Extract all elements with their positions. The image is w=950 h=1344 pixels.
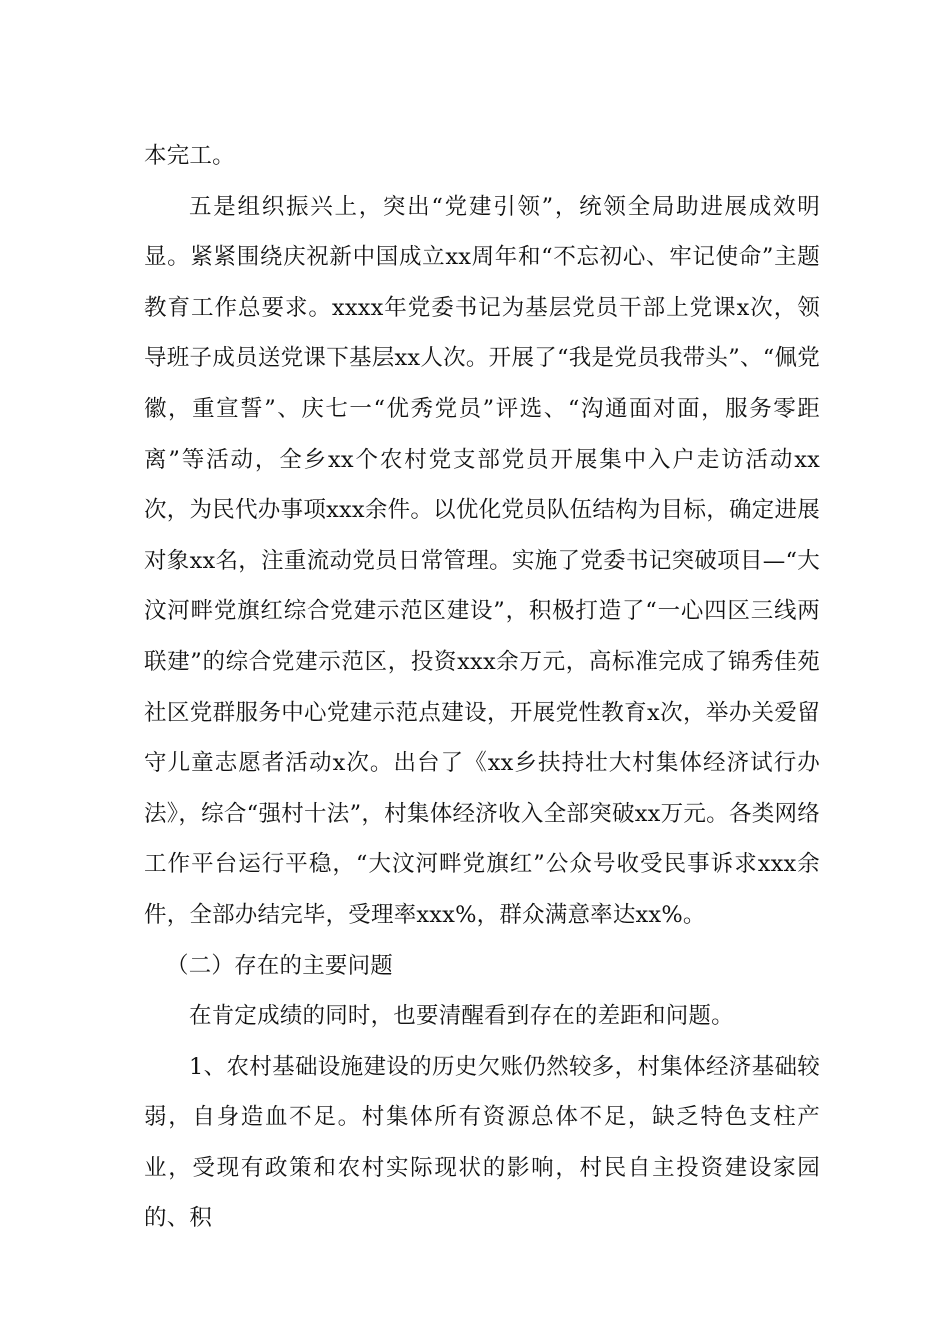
paragraph-problems-intro: 在肯定成绩的同时，也要清醒看到存在的差距和问题。 [189, 1003, 734, 1030]
section-heading-main-problems: （二）存在的主要问题 [166, 952, 394, 979]
document-body [144, 131, 820, 1244]
paragraph-problem-1: 1、农村基础设施建设的历史欠账仍然较多，村集体经济基础较弱，自身造血不足。村集体所有资源总体不足，缺乏特色支柱产业，受现有政策和农村实际现状的影响，村民自主投资建设家园的、积 [144, 1053, 820, 1232]
paragraph-continuation: 本完工。 [144, 143, 235, 169]
paragraph-organization-revitalization: 五是组织振兴上，突出“党建引领”，统领全局助进展成效明显。紧紧围绕庆祝新中国成立xx周年和“不忘初心、牢记使命”主题教育工作总要求。xxxx年党委书记为基层党员干部上党课x次，领导班子成员送党课下基层xx人次。开展了“我是党员我带头”、“佩党徽，重宣誓”、庆七一“优秀党员”评选、“沟通面对面，服务零距离”等活动，全乡xx个农村党支部党员开展集中入户走访活动xx次，为民代办事项xxx余件。以优化党员队伍结构为目标，确定进展对象xx名，注重流动党员日常管理。实施了党委书记突破项目—“大汶河畔党旗红综合党建示范区建设”，积极打造了“一心四区三线两联建”的综合党建示范区，投资xxx余万元，高标准完成了锦秀佳苑社区党群服务中心党建示范点建设，开展党性教育x次，举办关爱留守儿童志愿者活动x次。出台了《xx乡扶持壮大村集体经济试行办法》，综合“强村十法”，村集体经济收入全部突破xx万元。各类网络工作平台运行平稳，“大汶河畔党旗红”公众号收受民事诉求xxx余件，全部办结完毕，受理率xxx%，群众满意率达xx%。 [144, 193, 820, 928]
